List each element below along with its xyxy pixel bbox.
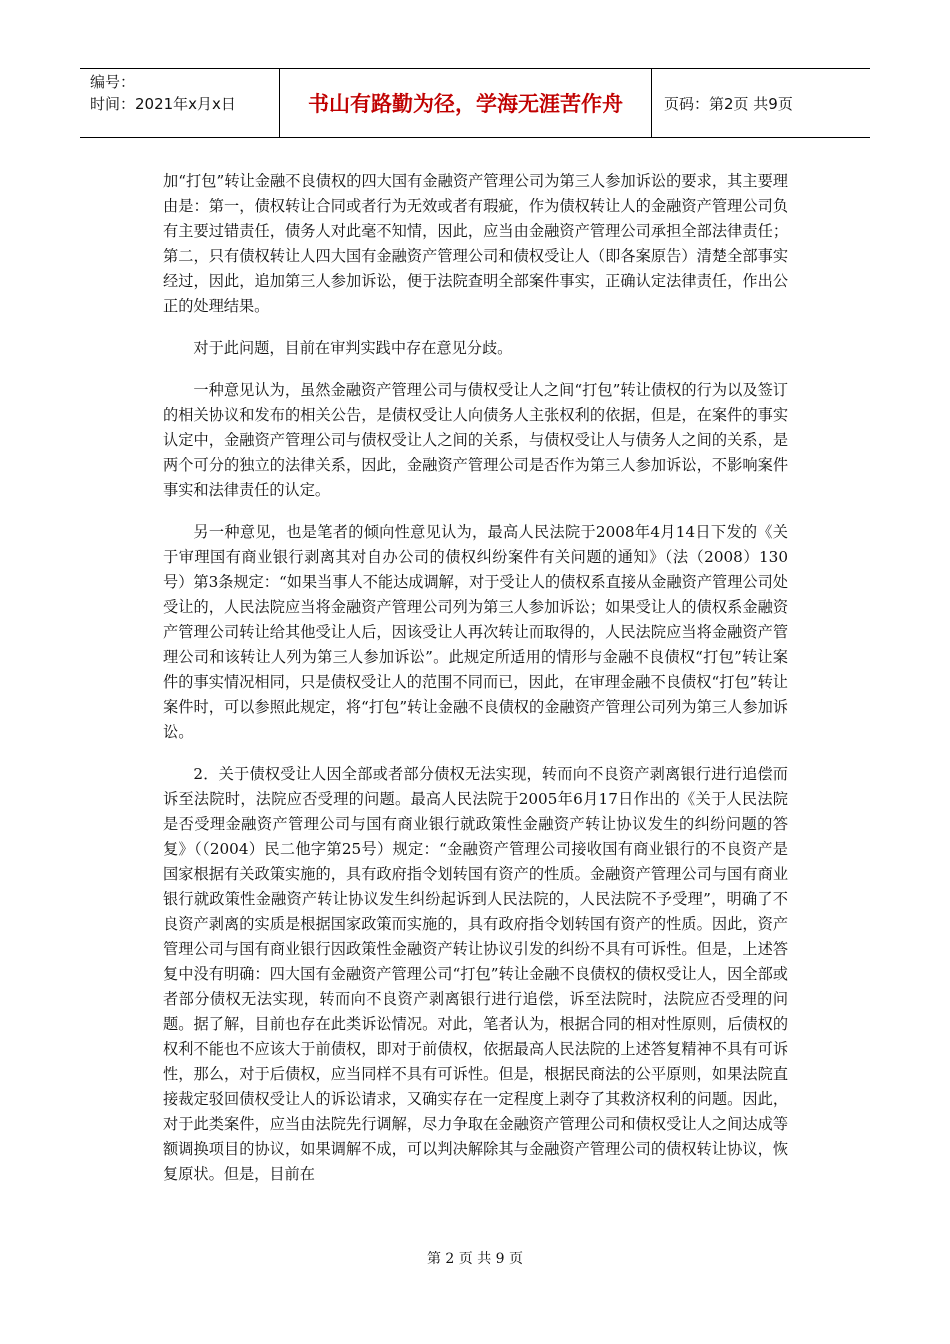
paragraph: 一种意见认为，虽然金融资产管理公司与债权受让人之间“打包”转让债权的行为以及签订的相关协议和发布的相关公告，是债权受让人向债务人主张权利的依据，但是，在案件的事实认定中，金融资产管理公司与债权受让人之间的关系，与债权受让人与债务人之间的关系，是两个可分的独立的法律关系，因此，金融资产管理公司是否作为第三人参加诉讼，不影响案件事实和法律责任的认定。 xyxy=(163,381,788,499)
document-body xyxy=(163,169,788,1204)
header-motto: 书山有路勤为径，学海无涯苦作舟 xyxy=(280,69,652,137)
paragraph: 对于此问题，目前在审判实践中存在意见分歧。 xyxy=(193,339,513,357)
header-page-info: 页码：第2页 共9页 xyxy=(664,94,793,113)
header-table xyxy=(80,68,870,138)
page-footer: 第 2 页 共 9 页 xyxy=(426,1251,524,1267)
document-date: 时间：2021年x月x日 xyxy=(90,95,236,113)
paragraph: 2．关于债权受让人因全部或者部分债权无法实现，转而向不良资产剥离银行进行追偿而诉至法院时，法院应否受理的问题。最高人民法院于2005年6月17日作出的《关于人民法院是否受理金融资产管理公司与国有商业银行就政策性金融资产转让协议发生的纠纷问题的答复》（（2004）民二他字第25号）规定：“金融资产管理公司接收国有商业银行的不良资产是国家根据有关政策实施的，具有政府指令划转国有资产的性质。金融资产管理公司与国有商业银行就政策性金融资产转让协议发生纠纷起诉到人民法院的，人民法院不予受理”，明确了不良资产剥离的实质是根据国家政策而实施的，具有政府指令划转国有资产的性质。因此，资产管理公司与国有商业银行因政策性金融资产转让协议引发的纠纷不具有可诉性。但是，上述答复中没有明确：四大国有金融资产管理公司“打包”转让金融不良债权的债权受让人，因全部或者部分债权无法实现，转而向不良资产剥离银行进行追偿，诉至法院时，法院应否受理的问题。据了解，目前也存在此类诉讼情况。对此，笔者认为，根据合同的相对性原则，后债权的权利不能也不应该大于前债权，即对于前债权，依据最高人民法院的上述答复精神不具有可诉性，那么，对于后债权，应当同样不具有可诉性。但是，根据民商法的公平原则，如果法院直接裁定驳回债权受让人的诉讼请求，又确实存在一定程度上剥夺了其救济权利的问题。因此，对于此类案件，应当由法院先行调解，尽力争取在金融资产管理公司和债权受让人之间达成等额调换项目的协议，如果调解不成，可以判决解除其与金融资产管理公司的债权转让协议，恢复原状。但是，目前在 xyxy=(163,765,788,1183)
paragraph-continued: 加“打包”转让金融不良债权的四大国有金融资产管理公司为第三人参加诉讼的要求，其主要理由是：第一，债权转让合同或者行为无效或者有瑕疵，作为债权转让人的金融资产管理公司负有主要过错责任，债务人对此毫不知情，因此，应当由金融资产管理公司承担全部法律责任；第二，只有债权转让人四大国有金融资产管理公司和债权受让人（即各案原告）清楚全部事实经过，因此，追加第三人参加诉讼，便于法院查明全部案件事实，正确认定法律责任，作出公正的处理结果。 xyxy=(163,172,788,315)
paragraph: 另一种意见，也是笔者的倾向性意见认为，最高人民法院于2008年4月14日下发的《关于审理国有商业银行剥离其对自办公司的债权纠纷案件有关问题的通知》（法（2008）130号）第3条规定：“如果当事人不能达成调解，对于受让人的债权系直接从金融资产管理公司处受让的，人民法院应当将金融资产管理公司列为第三人参加诉讼；如果受让人的债权系金融资产管理公司转让给其他受让人后，因该受让人再次转让而取得的，人民法院应当将金融资产管理公司和该转让人列为第三人参加诉讼”。此规定所适用的情形与金融不良债权“打包”转让案件的事实情况相同，只是债权受让人的范围不同而已，因此，在审理金融不良债权“打包”转让案件时，可以参照此规定，将“打包”转让金融不良债权的金融资产管理公司列为第三人参加诉讼。 xyxy=(163,523,788,741)
header-meta xyxy=(80,69,280,137)
document-number-label: 编号： xyxy=(90,73,136,91)
